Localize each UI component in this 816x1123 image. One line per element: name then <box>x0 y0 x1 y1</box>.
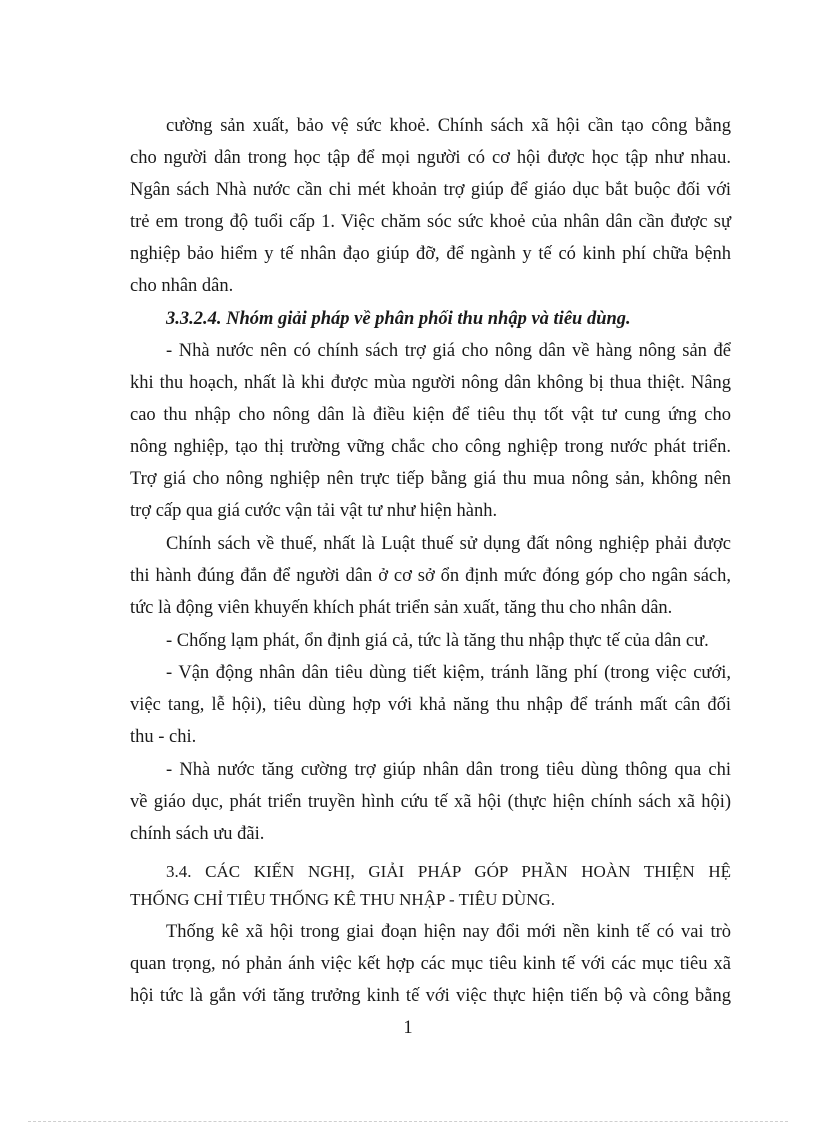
text-line: Chính sách về thuế, nhất là Luật thuế sử dụng đất nông nghiệp phải được <box>166 534 731 554</box>
text-line: nghiệp bảo hiểm y tế nhân đạo giúp đỡ, để ngành y tế có kinh phí chữa bệnh <box>130 244 731 264</box>
text-line: việc tang, lễ hội), tiêu dùng hợp với khả năng thu nhập để tránh mất cân đối <box>130 695 731 715</box>
text-line: chính sách ưu đãi. <box>130 824 265 844</box>
text-line: thu - chi. <box>130 727 197 747</box>
text-line: Thống kê xã hội trong giai đoạn hiện nay đổi mới nền kinh tế có vai trò <box>166 922 731 942</box>
text-line: thi hành đúng đắn để người dân ở cơ sở ổn định mức đóng góp cho ngân sách, <box>130 566 731 586</box>
page-bottom-divider <box>28 1121 788 1122</box>
text-line: nông nghiệp, tạo thị trường vững chắc cho công nghiệp trong nước phát triển. <box>130 437 731 457</box>
text-line: - Vận động nhân dân tiêu dùng tiết kiệm, tránh lãng phí (trong việc cưới, <box>166 663 731 683</box>
text-line: về giáo dục, phát triển truyền hình cứu tế xã hội (thực hiện chính sách xã hội) <box>130 792 731 812</box>
section-heading: 3.3.2.4. Nhóm giải pháp về phân phối thu nhập và tiêu dùng. <box>166 309 631 329</box>
text-line: tức là động viên khuyến khích phát triển sản xuất, tăng thu cho nhân dân. <box>130 598 673 618</box>
text-line: cao thu nhập cho nông dân là điều kiện để tiêu thụ tốt vật tư cung ứng cho <box>130 405 731 425</box>
text-line: cường sản xuất, bảo vệ sức khoẻ. Chính sách xã hội cần tạo công bằng <box>166 116 731 136</box>
text-line: khi thu hoạch, nhất là khi được mùa người nông dân không bị thua thiệt. Nâng <box>130 373 731 393</box>
text-line: hội tức là gắn với tăng trưởng kinh tế với việc thực hiện tiến bộ và công bằng <box>130 986 731 1006</box>
text-line: cho nhân dân. <box>130 276 234 296</box>
section-heading: 3.4. CÁC KIẾN NGHỊ, GIẢI PHÁP GÓP PHẦN HOÀN THIỆN HỆ <box>166 862 731 881</box>
text-line: cho người dân trong học tập để mọi người có cơ hội được học tập như nhau. <box>130 148 731 168</box>
text-line: quan trọng, nó phản ánh việc kết hợp các mục tiêu kinh tế với các mục tiêu xã <box>130 954 731 974</box>
section-heading: THỐNG CHỈ TIÊU THỐNG KÊ THU NHẬP - TIÊU DÙNG. <box>130 890 555 909</box>
text-line: Ngân sách Nhà nước cần chi mét khoản trợ giúp để giáo dục bắt buộc đối với <box>130 180 731 200</box>
text-line: trẻ em trong độ tuổi cấp 1. Việc chăm sóc sức khoẻ của nhân dân cần được sự <box>130 212 731 232</box>
text-line: trợ cấp qua giá cước vận tải vật tư như hiện hành. <box>130 501 498 521</box>
text-line: - Chống lạm phát, ổn định giá cả, tức là tăng thu nhập thực tế của dân cư. <box>166 631 709 651</box>
text-line: - Nhà nước nên có chính sách trợ giá cho nông dân về hàng nông sản để <box>166 341 731 361</box>
page-number: 1 <box>403 1018 413 1038</box>
text-line: Trợ giá cho nông nghiệp nên trực tiếp bằng giá thu mua nông sản, không nên <box>130 469 731 489</box>
text-line: - Nhà nước tăng cường trợ giúp nhân dân trong tiêu dùng thông qua chi <box>166 760 731 780</box>
